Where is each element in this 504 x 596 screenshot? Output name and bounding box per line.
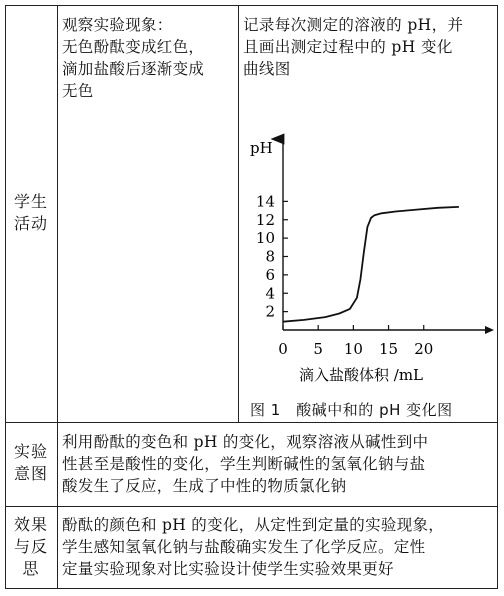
intent-text: 利用酚酞的变色和 pH 的变化，观察溶液从碱性到中 性甚至是酸性的变化，学生判断碱性的氢氧化钠与盐 酸发生了反应，生成了中性的物质氯化钠 [62,433,429,495]
x-tick-label: 0 [278,340,288,358]
x-tick-label: 10 [343,340,363,358]
x-axis-arrow [485,326,494,334]
x-tick-label: 5 [313,340,323,358]
row-divider-1 [5,422,498,423]
y-axis-label: pH [250,139,273,157]
y-tick-label: 14 [255,192,275,211]
row-label-effect-reflection: 效果 与反 思 [13,515,48,578]
x-axis-label: 滴入盐酸体积 /mL [299,366,424,384]
row-divider-2 [5,506,498,507]
x-tick-label: 15 [379,340,399,358]
y-tick-label: 12 [255,210,275,229]
effect-text: 酚酞的颜色和 pH 的变化，从定性到定量的实验现象， 学生感知氢氧化钠与盐酸确实发生了化学反应。定性 定量实验现象对比实验设计使学生实验效果更好 [62,516,445,578]
record-text: 记录每次测定的溶液的 pH，并 且画出测定过程中的 pH 变化 曲线图 [243,16,464,78]
x-tick-label: 20 [414,340,434,358]
y-tick-label: 2 [265,302,275,321]
chart-caption: 图 1 酸碱中和的 pH 变化图 [250,401,453,419]
y-tick-label: 4 [265,284,275,303]
y-tick-label: 10 [255,229,275,248]
column-divider-label [57,5,58,589]
row-label-student-activity: 学生 活动 [13,192,48,233]
row-label-design-intent: 实验 意图 [13,442,48,483]
ph-curve-chart [240,115,495,395]
y-tick-label: 6 [265,265,275,284]
column-divider-middle [238,5,239,423]
observation-text: 观察实验现象： 无色酚酞变成红色， 滴加盐酸后逐渐变成 无色 [62,16,205,100]
y-tick-label: 8 [265,247,275,266]
ph-curve-line [283,207,459,322]
